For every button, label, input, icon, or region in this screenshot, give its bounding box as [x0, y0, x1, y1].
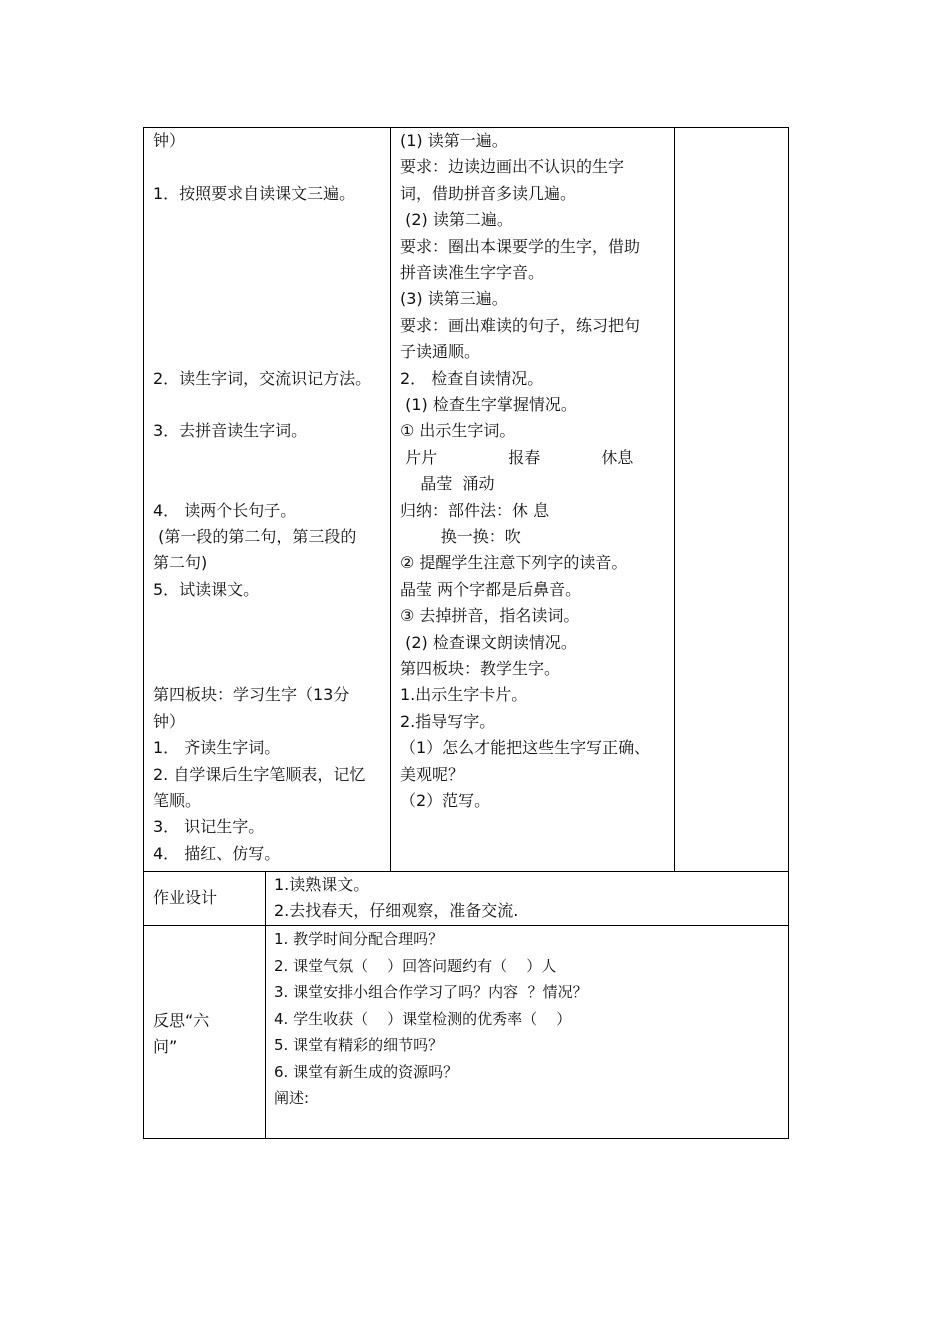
upper-left-line: 1． 齐读生字词。: [153, 738, 281, 758]
upper-right-line: 拼音读准生字字音。: [400, 263, 545, 282]
upper-right-line: 2.指导写字。: [400, 711, 496, 731]
upper-right-line: 美观呢？: [400, 764, 465, 784]
upper-left-line: (第一段的第二句，第三段的: [153, 527, 357, 546]
label-divider: [265, 871, 266, 1139]
upper-right-line: 子读通顺。: [400, 342, 481, 362]
upper-right-line: 晶莹 涌动: [400, 474, 495, 494]
row-divider-reflection: [143, 925, 789, 926]
upper-right-line: 换一换：吹: [400, 527, 521, 546]
upper-right-line: 要求：边读边画出不认识的生字: [400, 157, 625, 177]
upper-right-line: 1.出示生字卡片。: [400, 685, 528, 705]
upper-right-line: ② 提醒学生注意下列字的读音。: [400, 553, 628, 573]
reflection-line: 3. 课堂安排小组合作学习了吗？内容 ？情况？: [274, 983, 588, 1001]
upper-left-line: 5．试读课文。: [153, 579, 260, 599]
upper-left-line: 4． 描红、仿写。: [153, 843, 281, 863]
upper-right-line: ③ 去掉拼音，指名读词。: [400, 606, 580, 626]
upper-left-line: 钟）: [153, 131, 186, 150]
upper-right-line: （1）怎么才能把这些生字写正确、: [400, 738, 651, 758]
reflection-line: 2. 课堂气氛（ ）回答问题约有（ ）人: [274, 956, 557, 975]
upper-left-line: 1．按照要求自读课文三遍。: [153, 183, 356, 203]
upper-right-line: （2）范写。: [400, 791, 491, 810]
upper-right-line: (1) 检查生字掌握情况。: [400, 395, 577, 414]
upper-left-line: 4． 读两个长句子。: [153, 500, 297, 520]
upper-left-line: 钟）: [153, 711, 186, 731]
upper-right-line: 2． 检查自读情况。: [400, 368, 544, 388]
reflection-label: 反思“六: [153, 1011, 210, 1030]
upper-right-line: 片片 报春 休息: [400, 447, 634, 467]
upper-right-line: (1) 读第一遍。: [400, 131, 508, 150]
homework-label: 作业设计: [153, 888, 218, 907]
homework-line: 2.去找春天，仔细观察，准备交流.: [274, 901, 519, 920]
homework-line: 1.读熟课文。: [274, 875, 370, 894]
reflection-line: 5. 课堂有精彩的细节吗？: [274, 1036, 444, 1054]
upper-right-line: 归纳：部件法：休 息: [400, 500, 550, 520]
upper-right-line: (2) 读第二遍。: [400, 210, 513, 230]
reflection-line: 4. 学生收获（ ）课堂检测的优秀率（ ）: [274, 1009, 572, 1028]
row-divider-homework: [143, 871, 789, 872]
upper-left-line: 2．读生字词，交流识记方法。: [153, 368, 372, 388]
upper-left-line: 2. 自学课后生字笔顺表，记忆: [153, 764, 366, 784]
upper-right-line: (2) 检查课文朗读情况。: [400, 632, 577, 652]
upper-left-line: 第二句): [153, 553, 208, 573]
upper-right-line: 词，借助拼音多读几遍。: [400, 183, 577, 203]
upper-right-line: 第四板块：教学生字。: [400, 659, 561, 678]
upper-right-line: 要求：圈出本课要学的生字，借助: [400, 236, 641, 256]
reflection-line: 1. 教学时间分配合理吗？: [274, 930, 444, 948]
upper-right-line: ① 出示生字词。: [400, 421, 516, 441]
upper-left-line: 笔顺。: [153, 791, 202, 810]
column-divider-left: [390, 127, 391, 871]
upper-left-line: 第四板块：学习生字（13分: [153, 685, 350, 705]
reflection-label: 问”: [153, 1037, 178, 1056]
upper-right-line: 晶莹 两个字都是后鼻音。: [400, 579, 582, 599]
upper-right-line: (3) 读第三遍。: [400, 289, 508, 309]
column-divider-right: [674, 127, 675, 871]
reflection-line: 阐述:: [274, 1089, 310, 1107]
upper-right-line: 要求：画出难读的句子，练习把句: [400, 315, 641, 335]
upper-left-line: 3．去拼音读生字词。: [153, 421, 308, 441]
reflection-line: 6. 课堂有新生成的资源吗？: [274, 1062, 459, 1081]
upper-left-line: 3． 识记生字。: [153, 817, 265, 837]
